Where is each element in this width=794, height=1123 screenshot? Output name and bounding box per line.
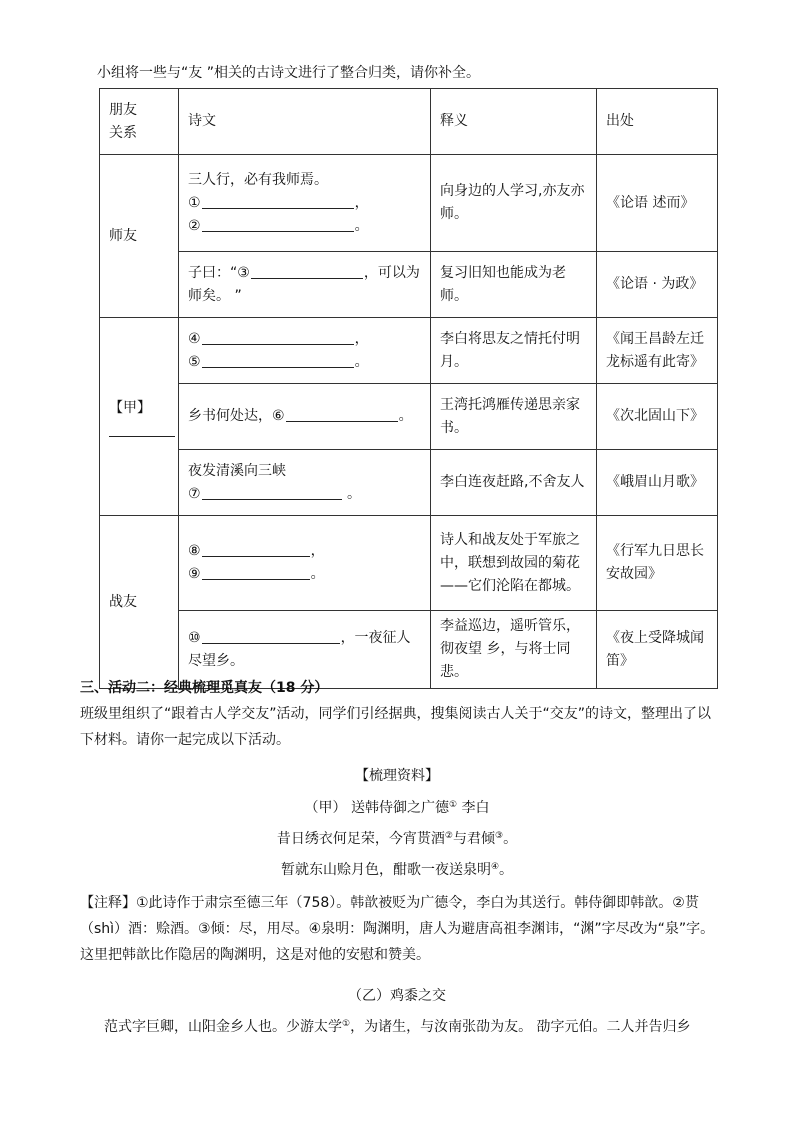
blank-number: ⑦ [188,485,201,502]
answer-blank[interactable] [202,329,354,345]
group-jia [100,318,179,516]
poem-text: 暂就东山赊月色，酣歌一夜送泉明 [280,862,491,878]
poem-text: 子曰：“ [188,264,238,281]
fill-line [188,351,421,374]
footnote-ref: ① [448,800,458,810]
meaning-cell: 王湾托鸿雁传递思亲家书。 [431,384,597,450]
source-cell: 《论语 · 为政》 [597,252,718,318]
meaning-cell: 复习旧知也能成为老师。 [431,252,597,318]
blank-number: ⑥ [272,408,285,424]
meaning-cell: 诗人和战友处于军旅之中，联想到故园的菊花——它们沦陷在都城。 [431,516,597,611]
blank-number: ③ [237,264,250,281]
poem-line: 夜发清溪向三峡 [188,462,286,479]
footnote-ref: ② [444,831,453,841]
table-row [100,252,718,318]
intro-text: 小组将一些与“友 ”相关的古诗文进行了整合归类，请你补全。 [97,65,480,81]
meaning-cell: 李白连夜赶路,不舍友人 [431,450,597,516]
fill-line [188,328,421,351]
source-cell: 《次北固山下》 [597,384,718,450]
friendship-table [99,88,718,689]
poem-a-line2 [0,859,794,881]
fill-line [188,215,421,238]
poem-cell [179,384,431,450]
poem-line: 三人行，必有我师焉。 [188,171,328,188]
answer-blank[interactable] [286,406,398,422]
poem-text: 昔日绣衣何足荣，今宵贳酒 [276,831,445,847]
jia-answer-blank[interactable] [109,420,175,437]
section-paragraph: 班级里组织了“跟着古人学交友”活动，同学们引经据典，搜集阅读古人关于“交友”的诗文，整理出了以下材料。请你一起完成以下活动。 [80,706,712,748]
blank-number: ④ [188,330,201,347]
punct: 。 [342,485,362,502]
source-cell: 《夜上受降城闻笛》 [597,611,718,689]
poem-cell [179,516,431,611]
poem-text: 。 [499,862,514,878]
text-b-body [104,1016,691,1038]
group-shiyou: 师友 [100,155,179,318]
table-row [100,318,718,384]
table-header-row [100,89,718,155]
header-source: 出处 [597,89,718,155]
punct: ， [310,543,325,559]
text-b-text: ，为诸生，与汝南张劭为友。 劭字元伯。二人并告归乡 [350,1019,691,1035]
blank-number: ⑩ [188,629,201,646]
answer-blank[interactable] [202,564,310,580]
table-row [100,155,718,252]
meaning-cell: 向身边的人学习,亦友亦师。 [431,155,597,252]
poem-a-author: 李白 [457,800,490,816]
answer-blank[interactable] [202,216,354,232]
punct: 。 [354,353,369,370]
source-cell: 《行军九日思长安故园》 [597,516,718,611]
punct: ， [354,330,369,347]
answer-blank[interactable] [202,484,342,500]
poem-a-notes: 【注释】①此诗作于肃宗至德三年（758）。韩歆被贬为广德令，李白为其送行。韩侍御即韩歆。②贳（shì）酒：赊酒。③倾：尽，用尽。④泉明：陶渊明，唐人为避唐高祖李渊讳，“渊”字尽改为“泉”字。这里把韩歆比作隐居的陶渊明，这是对他的安慰和赞美。 [80,895,715,963]
header-meaning: 释义 [431,89,597,155]
blank-number: ① [188,194,201,211]
poem-cell [179,155,431,252]
source-cell: 《峨眉山月歌》 [597,450,718,516]
poem-cell [179,318,431,384]
header-poem: 诗文 [179,89,431,155]
header-relation-line2: 关系 [109,124,137,141]
blank-number: ② [188,217,201,234]
answer-blank[interactable] [202,628,340,644]
source-cell: 《闻王昌龄左迁龙标遥有此寄》 [597,318,718,384]
punct: ， [354,194,369,211]
section-title: 三、活动二：经典梳理觅真友（18 分） [80,680,329,696]
footnote-ref: ③ [495,831,504,841]
text-b-text: 范式字巨卿，山阳金乡人也。少游太学 [104,1019,342,1035]
fill-line [188,563,421,586]
answer-blank[interactable] [202,193,354,209]
poem-text: ，可以为师矣。 ” [188,264,420,304]
poem-text: 与君倾 [453,831,495,847]
fill-line [188,540,421,563]
footnote-ref: ① [342,1019,351,1029]
answer-blank[interactable] [202,352,354,368]
poem-a-title-text: （甲） 送韩侍御之广德 [304,800,449,816]
blank-number: ⑨ [188,566,201,582]
meaning-cell: 李白将思友之情托付明月。 [431,318,597,384]
header-relation-line1: 朋友 [109,101,137,118]
answer-blank[interactable] [202,541,310,557]
source-cell: 《论语 述而》 [597,155,718,252]
footnote-ref: ④ [490,862,500,872]
poem-a-title [0,797,794,819]
punct: 。 [354,217,369,234]
poem-text: 。 [503,831,518,847]
fill-line [188,483,421,506]
table-row [100,450,718,516]
meaning-cell: 李益巡边，遥听管乐，彻夜望 乡，与将士同悲。 [431,611,597,689]
punct: 。 [310,566,325,582]
group-zhanyou: 战友 [100,516,179,689]
poem-text: ，一夜征人尽望乡。 [188,629,411,669]
answer-blank[interactable] [251,263,363,279]
poem-cell [179,450,431,516]
poem-text: 乡书何处达， [188,408,272,424]
table-row [100,516,718,611]
blank-number: ⑧ [188,543,201,559]
fill-line [188,192,421,215]
text-b-title: （乙）鸡黍之交 [348,988,446,1004]
poem-cell [179,252,431,318]
poem-text: 。 [398,408,413,424]
table-row [100,384,718,450]
blank-number: ⑤ [188,353,201,370]
materials-title: 【梳理资料】 [355,768,439,784]
jia-label: 【甲】 [109,399,151,416]
header-relation [100,89,179,155]
poem-a-line1 [0,828,794,850]
